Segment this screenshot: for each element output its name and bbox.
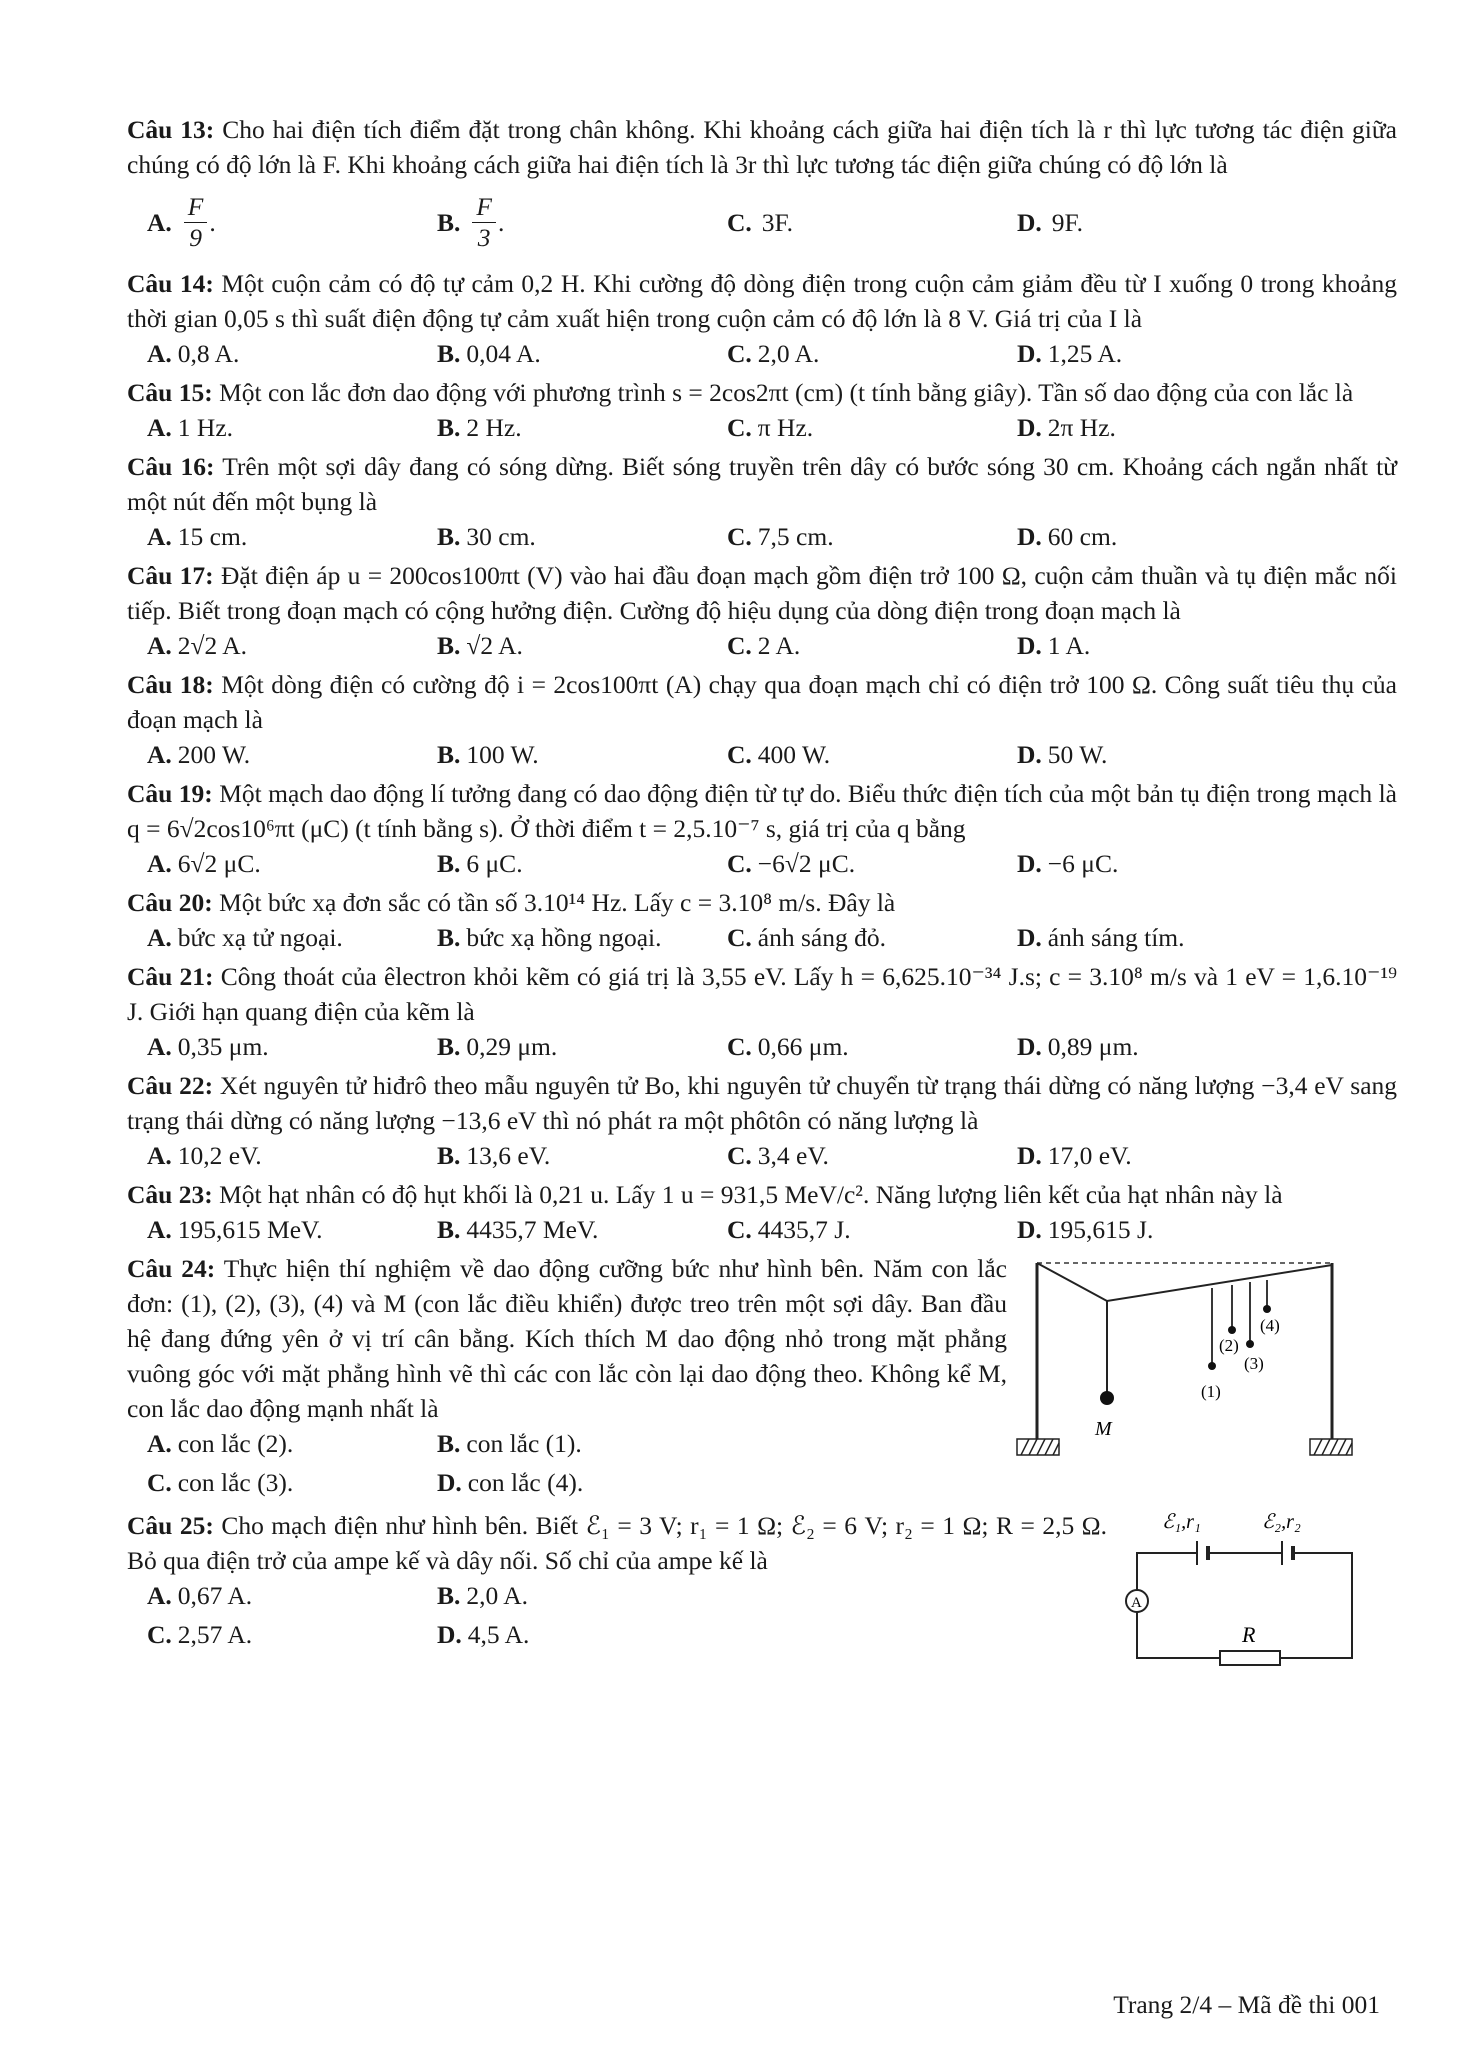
option-a [127,737,417,772]
option-text: 195,615 J. [1047,1215,1154,1244]
option-c [707,182,997,262]
option-letter: C. [727,1215,752,1244]
pendulum-m-label: M [1095,1418,1112,1440]
option-c [127,1617,417,1652]
option-letter: D. [1017,849,1042,878]
option-b [417,1029,707,1064]
wire-top-left [1137,1553,1197,1590]
option-text: con lắc (1). [466,1429,582,1458]
option-text: −6 μC. [1047,849,1119,878]
option-text: 6 μC. [466,849,523,878]
option-d [997,1029,1397,1064]
question-label: Câu 17: [127,561,214,590]
option-a [127,1138,417,1173]
option-b [417,336,707,371]
option-d [997,336,1397,371]
option-d [997,1138,1397,1173]
option-b [417,737,707,772]
source-2-label: ℰ₂,r₂ [1262,1511,1301,1533]
option-c [127,1465,417,1500]
answers-15 [127,410,1397,445]
option-letter: B. [437,631,461,660]
option-text: 0,04 A. [466,339,541,368]
option-text: 13,6 eV. [466,1141,551,1170]
option-text: 9F. [1051,207,1084,237]
option-letter: A. [147,740,172,769]
battery-1 [1197,1541,1208,1565]
answers-24-row2 [127,1465,1007,1500]
option-letter: B. [437,740,461,769]
pendulum-2-bob [1228,1326,1236,1334]
option-letter: C. [147,1620,172,1649]
answers-23 [127,1212,1397,1247]
question-19 [127,776,1397,846]
option-letter: D. [1017,1215,1042,1244]
question-text: Xét nguyên tử hiđrô theo mẫu nguyên tử Bo, khi nguyên tử chuyển từ trạng thái dừng có năng lượng −3,4 eV sang trạng thái dừng có năng lượng −13,6 eV thì nó phát ra một phôtôn có năng lượng là [127,1071,1398,1135]
question-24-text-column [127,1251,1007,1504]
option-text: 400 W. [757,740,831,769]
option-a [127,1578,417,1613]
exam-page [127,112,1397,1687]
option-letter: C. [727,522,752,551]
option-b [417,1212,707,1247]
answers-19 [127,846,1397,881]
answers-18 [127,737,1397,772]
question-text: Cho hai điện tích điểm đặt trong chân không. Khi khoảng cách giữa hai điện tích là r thì lực tương tác điện giữa chúng có độ lớn là F. Khi khoảng cách giữa hai điện tích là 3r thì lực tương tác điện giữa chúng có độ lớn là [127,115,1398,179]
question-text: Một dòng điện có cường độ i = 2cos100πt (A) chạy qua đoạn mạch chỉ có điện trở 100 Ω. Công suất tiêu thụ của đoạn mạch là [127,670,1398,734]
option-letter: C. [727,923,752,952]
question-label: Câu 22: [127,1071,214,1100]
option-text: −6√2 μC. [757,849,856,878]
fraction [184,192,208,253]
option-c [707,846,997,881]
option-letter: D. [1017,522,1042,551]
option-letter: B. [437,1429,461,1458]
option-letter: B. [437,1581,461,1610]
option-text: ánh sáng tím. [1047,923,1185,952]
answers-14 [127,336,1397,371]
option-letter: C. [727,740,752,769]
option-c [707,410,997,445]
pendulum-3-label: (3) [1244,1354,1264,1373]
option-a [127,846,417,881]
option-b [417,1578,707,1613]
option-letter: A. [147,631,172,660]
numerator: F [472,192,496,223]
option-text: 50 W. [1047,740,1108,769]
option-d [997,410,1397,445]
option-text: 10,2 eV. [177,1141,262,1170]
option-text: 4435,7 MeV. [466,1215,599,1244]
option-letter: B. [437,522,461,551]
option-b [417,519,707,554]
option-b: B. $\frac{F}{3}$ . [437,191,505,252]
answers-25-row1 [127,1578,1107,1613]
option-text: 2 Hz. [466,413,522,442]
option-letter: C. [727,339,752,368]
answers-20 [127,920,1397,955]
option-letter: D. [1017,740,1042,769]
option-a [127,920,417,955]
option-d [997,920,1397,955]
option-text: 100 W. [466,740,539,769]
pendulum-1-label: (1) [1201,1382,1221,1401]
option-letter: D. [437,1620,462,1649]
numerator: F [184,192,208,223]
option-letter: C. [727,631,752,660]
question-label: Câu 19: [127,779,213,808]
option-a [127,1029,417,1064]
question-text: Một hạt nhân có độ hụt khối là 0,21 u. Lấy 1 u = 931,5 MeV/c². Năng lượng liên kết của hạt nhân này là [219,1180,1283,1209]
option-c [707,920,997,955]
option-text: 0,67 A. [177,1581,253,1610]
option-letter: A. [147,1581,172,1610]
option-text: 0,89 μm. [1047,1032,1139,1061]
option-letter: C. [727,849,752,878]
question-label: Câu 21: [127,962,214,991]
fraction [472,192,496,253]
option-letter: D. [1017,413,1042,442]
question-25-text-column [127,1508,1107,1687]
question-label: Câu 18: [127,670,214,699]
answers-22 [127,1138,1397,1173]
option-letter: D. [1017,1032,1042,1061]
question-23 [127,1177,1397,1212]
question-text: Một mạch dao động lí tưởng đang có dao động điện từ tự do. Biểu thức điện tích của một bản tụ điện trong mạch là q = 6√2cos10⁶πt (μC) (t tính bằng s). Ở thời điểm t = 2,5.10⁻⁷ s, giá trị của q bằng [127,779,1397,843]
option-letter: D. [1017,207,1042,237]
option-text: bức xạ hồng ngoại. [466,923,662,952]
option-letter: B. [437,207,461,237]
option-text: 2√2 A. [177,631,248,660]
option-text: 2,0 A. [466,1581,529,1610]
option-letter: A. [147,207,172,237]
option-letter: B. [437,1032,461,1061]
option-letter: B. [437,413,461,442]
option-text: 2π Hz. [1047,413,1116,442]
option-c [707,1138,997,1173]
option-a [127,336,417,371]
resistor-label: R [1242,1622,1256,1647]
denominator: 9 [189,222,202,252]
option-letter: D. [1017,631,1042,660]
denominator: 3 [477,222,491,252]
option-text: 3,4 eV. [757,1141,829,1170]
option-text: con lắc (4). [467,1468,584,1497]
option-d [997,1212,1397,1247]
option-letter: A. [147,1215,172,1244]
option-letter: B. [437,339,461,368]
option-a [127,628,417,663]
option-c [707,336,997,371]
option-text: 6√2 μC. [177,849,261,878]
answers-17 [127,628,1397,663]
question-text: Công thoát của êlectron khỏi kẽm có giá trị là 3,55 eV. Lấy h = 6,625.10⁻³⁴ J.s; c = 3.10⁸ m/s và 1 eV = 1,6.10⁻¹⁹ J. Giới hạn quang điện của kẽm là [127,962,1398,1026]
option-text: 4,5 A. [467,1620,530,1649]
resistor [1220,1651,1280,1665]
question-label: Câu 13: [127,115,215,144]
option-letter: A. [147,413,172,442]
question-text: Trên một sợi dây đang có sóng dừng. Biết sóng truyền trên dây có bước sóng 30 cm. Khoảng cách ngắn nhất từ một nút đến một bụng là [127,452,1397,516]
option-d [997,519,1397,554]
battery-2 [1282,1541,1293,1565]
option-c [707,519,997,554]
option-text: 7,5 cm. [757,522,834,551]
question-22 [127,1068,1397,1138]
option-text: 4435,7 J. [757,1215,851,1244]
option-letter: A. [147,339,172,368]
option-letter: A. [147,1141,172,1170]
pendulum-3-bob [1246,1340,1254,1348]
option-c [707,737,997,772]
option-letter: C. [727,413,752,442]
option-d [417,1465,707,1500]
option-text: 60 cm. [1047,522,1118,551]
option-b [417,920,707,955]
option-letter: C. [727,1141,752,1170]
pendulum-2-label: (2) [1219,1336,1239,1355]
question-label: Câu 15: [127,378,213,407]
question-16 [127,449,1397,519]
option-c [707,1212,997,1247]
option-letter: B. [437,923,461,952]
question-14 [127,266,1397,336]
option-text: 30 cm. [466,522,536,551]
option-text: 200 W. [177,740,251,769]
option-letter: A. [147,849,172,878]
option-b [417,410,707,445]
option-letter: A. [147,1429,172,1458]
option-text: 0,35 μm. [177,1032,269,1061]
question-24-block [127,1251,1397,1504]
pendulum-diagram [1007,1251,1367,1471]
question-24 [127,1251,1007,1426]
question-text: Một bức xạ đơn sắc có tần số 3.10¹⁴ Hz. Lấy c = 3.10⁸ m/s. Đây là [219,888,896,917]
pendulum-4-bob [1263,1305,1271,1313]
option-text: 1,25 A. [1047,339,1123,368]
option-b [417,1426,707,1461]
question-label: Câu 14: [127,269,214,298]
option-text: 17,0 eV. [1047,1141,1132,1170]
pendulum-m-bob [1100,1391,1114,1405]
option-text: 2 A. [757,631,801,660]
circuit-diagram [1107,1508,1387,1678]
option-b [417,628,707,663]
option-d [417,1617,707,1652]
source-1-label: ℰ₁,r₁ [1162,1511,1201,1533]
option-text: 195,615 MeV. [177,1215,323,1244]
option-letter: B. [437,1141,461,1170]
question-text: Một cuộn cảm có độ tự cảm 0,2 H. Khi cường độ dòng điện trong cuộn cảm giảm đều từ I xuống 0 trong khoảng thời gian 0,05 s thì suất điện động tự cảm xuất hiện trong cuộn cảm có độ lớn là 8 V. Giá trị của I là [127,269,1398,333]
question-25 [127,1508,1107,1578]
option-a [127,519,417,554]
question-text: Cho mạch điện như hình bên. Biết ℰ₁ = 3 V; r₁ = 1 Ω; ℰ₂ = 6 V; r₂ = 1 Ω; R = 2,5 Ω. Bỏ qua điện trở của ampe kế và dây nối. Số chỉ của ampe kế là [127,1511,1108,1575]
option-text: 2,0 A. [757,339,820,368]
pendulum-1-bob [1208,1362,1216,1370]
answers-24-row1 [127,1426,1007,1461]
answers-25-row2 [127,1617,1107,1652]
right-ground-hatch [1310,1439,1352,1455]
option-text: con lắc (2). [177,1429,294,1458]
option-a: A. $\frac{F}{9}$ . [147,191,216,252]
question-17 [127,558,1397,628]
question-text: Thực hiện thí nghiệm về dao động cưỡng bức như hình bên. Năm con lắc đơn: (1), (2), (3), (4) và M (con lắc điều khiển) được treo trên một sợi dây. Ban đầu hệ đang đứng yên ở vị trí cân bằng. Kích thích M dao động nhỏ trong mặt phẳng vuông góc với mặt phẳng hình vẽ thì các con lắc còn lại dao động theo. Không kể M, con lắc dao động mạnh nhất là [127,1254,1007,1423]
option-d [997,182,1397,262]
answers-21 [127,1029,1397,1064]
circuit-figure [1107,1508,1397,1687]
option-letter: A. [147,923,172,952]
option-letter: D. [1017,923,1042,952]
wire-top-right [1280,1553,1352,1658]
option-d [997,737,1397,772]
question-label: Câu 20: [127,888,213,917]
option-text: 15 cm. [177,522,248,551]
question-21 [127,959,1397,1029]
answers-16 [127,519,1397,554]
wire-left-bottom [1137,1612,1220,1658]
option-letter: B. [437,1215,461,1244]
question-label: Câu 25: [127,1511,214,1540]
question-label: Câu 16: [127,452,215,481]
option-letter: C. [727,207,752,237]
option-b [417,846,707,881]
option-letter: A. [147,522,172,551]
option-text: 0,66 μm. [757,1032,849,1061]
option-letter: D. [437,1468,462,1497]
question-label: Câu 23: [127,1180,213,1209]
ammeter-label: A [1131,1595,1142,1611]
question-18 [127,667,1397,737]
question-13 [127,112,1397,182]
option-text: 1 A. [1047,631,1091,660]
option-text: con lắc (3). [177,1468,294,1497]
question-text: Một con lắc đơn dao động với phương trình s = 2cos2πt (cm) (t tính bằng giây). Tần số dao động của con lắc là [219,378,1354,407]
question-25-block [127,1508,1397,1687]
left-ground-hatch [1017,1439,1059,1455]
option-d [997,846,1397,881]
question-label: Câu 24: [127,1254,216,1283]
option-a [127,1426,417,1461]
option-a [127,1212,417,1247]
option-text: 1 Hz. [177,413,234,442]
option-text: π Hz. [757,413,814,442]
option-text: 0,29 μm. [466,1032,558,1061]
option-letter: B. [437,849,461,878]
option-letter: C. [727,1032,752,1061]
suspension-string [1037,1263,1332,1301]
option-d [997,628,1397,663]
option-text: 2,57 A. [177,1620,253,1649]
option-text: 0,8 A. [177,339,240,368]
option-letter: C. [147,1468,172,1497]
option-c [707,1029,997,1064]
pendulum-figure [1007,1251,1397,1504]
option-text: √2 A. [466,631,523,660]
pendulum-4-label: (4) [1260,1316,1280,1335]
option-a [127,410,417,445]
question-text: Đặt điện áp u = 200cos100πt (V) vào hai đầu đoạn mạch gồm điện trở 100 Ω, cuộn cảm thuần và tụ điện mắc nối tiếp. Biết trong đoạn mạch có cộng hưởng điện. Cường độ hiệu dụng của dòng điện trong đoạn mạch là [127,561,1398,625]
option-letter: A. [147,1032,172,1061]
option-text: bức xạ tử ngoại. [177,923,343,952]
question-15 [127,375,1397,410]
option-c [707,628,997,663]
option-letter: D. [1017,1141,1042,1170]
option-letter: D. [1017,339,1042,368]
question-20 [127,885,1397,920]
option-b [417,1138,707,1173]
answers-13 [127,182,1397,262]
option-text: 3F. [761,207,794,237]
option-text: ánh sáng đỏ. [757,923,886,952]
page-footer: Trang 2/4 – Mã đề thi 001 [1113,1990,1380,2019]
